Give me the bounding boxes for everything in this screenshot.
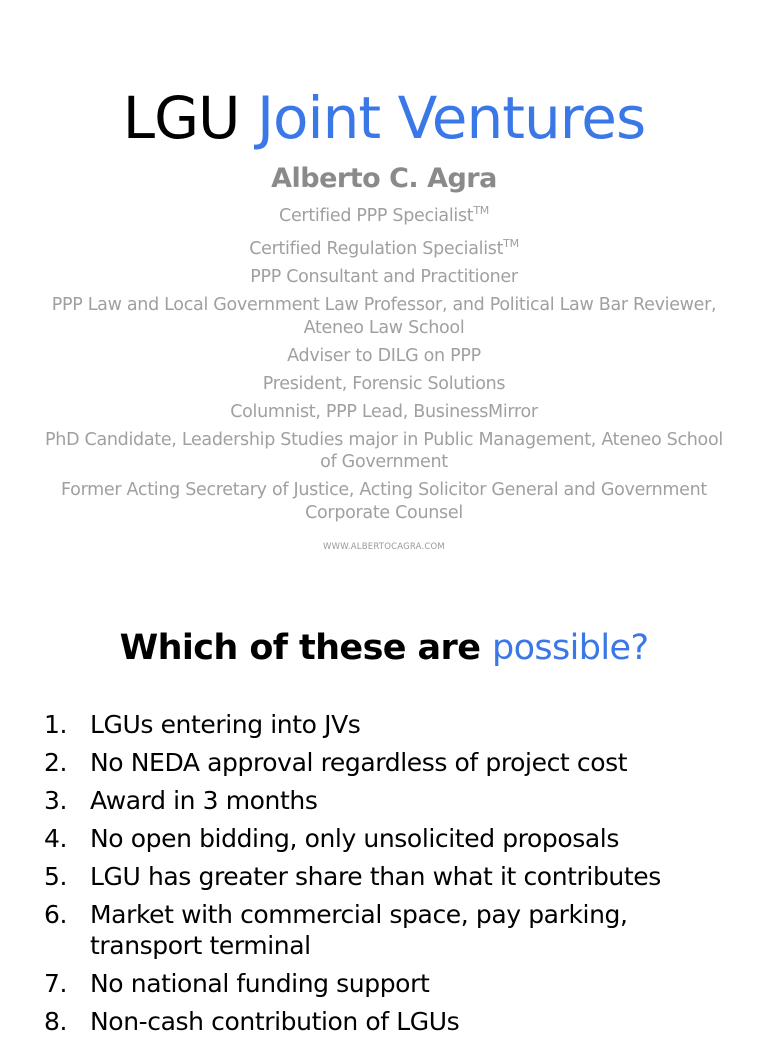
- title-lgu: LGU: [122, 84, 240, 152]
- list-item: 1. LGUs entering into JVs: [44, 710, 361, 739]
- question-title: [0, 626, 768, 670]
- credential-line: Adviser to DILG on PPP: [287, 345, 481, 366]
- list-item: 8. Non-cash contribution of LGUs: [44, 1007, 460, 1036]
- credential-line: President, Forensic Solutions: [262, 373, 506, 394]
- credential-line: Certified Regulation Specialist™: [249, 237, 519, 259]
- list-item: 3. Award in 3 months: [44, 786, 318, 815]
- credential-line: PPP Law and Local Government Law Professor, and Political Law Bar Reviewer, Ateneo Law School: [51, 295, 717, 338]
- title-joint-ventures: Joint Ventures: [256, 84, 646, 152]
- list-item: 4. No open bidding, only unsolicited proposals: [44, 824, 619, 853]
- list-item: 5. LGU has greater share than what it contributes: [44, 862, 661, 891]
- website-link[interactable]: WWW.ALBERTOCAGRA.COM: [323, 542, 445, 552]
- credential-line: Certified PPP Specialist™: [279, 204, 489, 226]
- credential-line: Former Acting Secretary of Justice, Acting Solicitor General and Government Corporate Counsel: [61, 480, 707, 523]
- question-title-accent: possible?: [491, 628, 649, 668]
- credentials-list: [40, 200, 728, 530]
- author-name: Alberto C. Agra: [271, 163, 497, 194]
- credential-line: PPP Consultant and Practitioner: [250, 267, 518, 287]
- list-item: 6. Market with commercial space, pay parking, transport terminal: [44, 900, 628, 960]
- list-item: 2. No NEDA approval regardless of project cost: [44, 748, 628, 777]
- options-list: [44, 709, 744, 1044]
- credential-line: PhD Candidate, Leadership Studies major in Public Management, Ateneo School of Government: [45, 429, 723, 472]
- slide-title: [0, 82, 768, 154]
- question-slide: [0, 576, 768, 1036]
- list-item: 7. No national funding support: [44, 969, 430, 998]
- question-title-main: Which of these are: [119, 628, 481, 668]
- credential-line: Columnist, PPP Lead, BusinessMirror: [230, 401, 538, 422]
